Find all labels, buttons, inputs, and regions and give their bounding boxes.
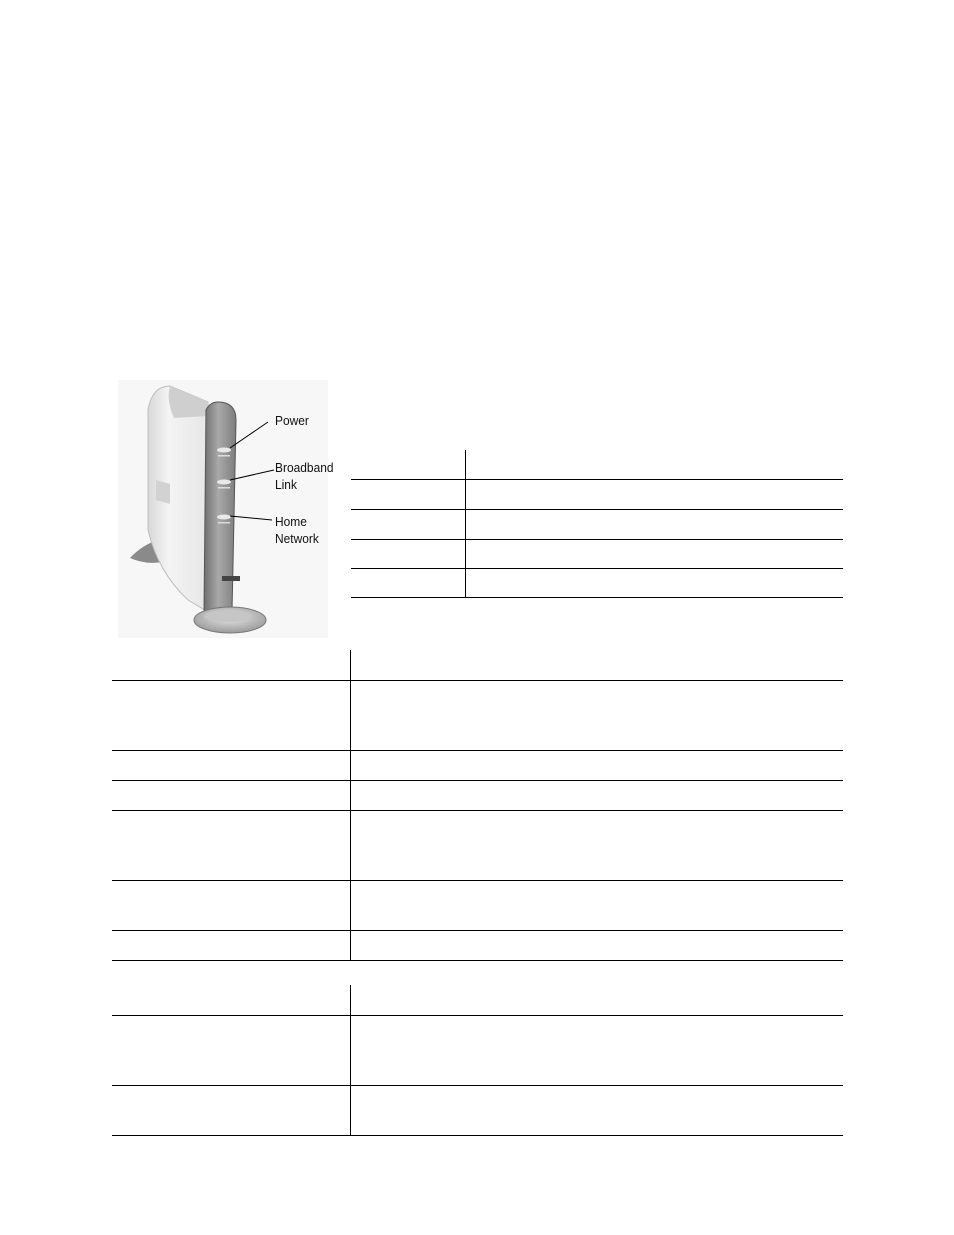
status-table-1-header-rule (112, 680, 843, 681)
callout-home-network: Home Network (275, 514, 319, 546)
status-table-1-bottom-rule (112, 960, 843, 961)
callout-power: Power (275, 413, 309, 428)
callout-broadband-link: Broadband Link (275, 460, 334, 492)
status-table-2-bottom-rule (112, 1135, 843, 1136)
status-table-1-row-rule (112, 880, 843, 881)
led-table-row-rule (351, 539, 843, 540)
status-table-1-row-rule (112, 930, 843, 931)
status-table-2-header-rule (112, 1015, 843, 1016)
status-table-1-column-divider (350, 650, 351, 960)
led-table-bottom-rule (351, 597, 843, 598)
led-table-header-rule (351, 479, 843, 480)
led-table-column-divider (465, 450, 466, 598)
status-table-2-row-rule (112, 1085, 843, 1086)
led-table-row-rule (351, 509, 843, 510)
led-table-row-rule (351, 568, 843, 569)
status-table-1-row-rule (112, 750, 843, 751)
status-table-1-row-rule (112, 780, 843, 781)
status-table-1-row-rule (112, 810, 843, 811)
status-table-2-column-divider (350, 985, 351, 1136)
